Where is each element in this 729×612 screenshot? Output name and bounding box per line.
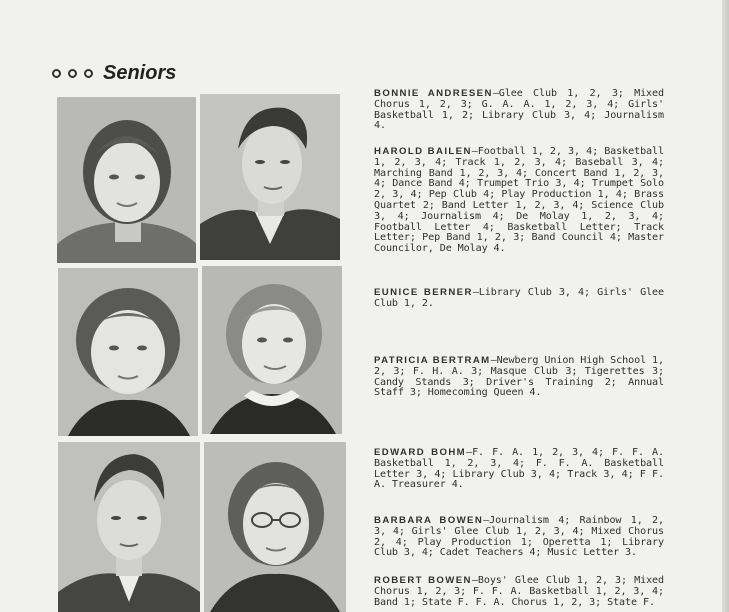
portrait-photo-bonnie-andresen [57, 97, 196, 263]
section-header [52, 60, 176, 86]
portrait-photo-edward-bohm [58, 442, 200, 612]
senior-name: PATRICIA BERTRAM [374, 355, 491, 366]
bio-entry: EUNICE BERNER—Library Club 3, 4; Girls' Glee Club 1, 2. [374, 287, 665, 309]
senior-activities: Newberg Union High School 1, 2, 3; F. H. A. 3; Masque Club 3; Tigerettes 3; Candy Stands 3; Driver's Training 2; Annual Staff 3; Homecoming Queen 4. [374, 355, 664, 399]
senior-activities: Journalism 4; Rainbow 1, 2, 3, 4; Girls' Glee Club 1, 2, 3, 4; Mixed Chorus 2, 4; Play Production 1; Operetta 1; Library Club 3, 4; Cadet Teachers 4; Music Letter 3. [374, 515, 664, 559]
senior-name: BARBARA BOWEN [374, 515, 484, 526]
senior-name: HAROLD BAILEN [374, 146, 472, 157]
bio-entry: HAROLD BAILEN—Football 1, 2, 3, 4; Basketball 1, 2, 3, 4; Track 1, 2, 3, 4; Baseball 3, 4; Marching Band 1, 2, 3, 4; Concert Band 1, 2, 3, 4; Dance Band 4; Trumpet Trio 3, 4; Trumpet Solo 2, 3, 4; Pep Club 4; Play Production 1, 4; Brass Quartet 2; Band Letter 1, 2, 3, 4; Science Club 3, 4; Journalism 4; De Molay 1, 2, 3, 4; Football Letter 4; Basketball Letter; Track Letter; Pep Band 1, 2, 3; Band Council 4; Master Councilor, De Molay 4. [374, 146, 664, 255]
bio-entry: ROBERT BOWEN—Boys' Glee Club 1, 2, 3; Mixed Chorus 1, 2, 3; F. F. A. Basketball 1, 2, 3, 4; Band 1; State F. F. A. Chorus 1, 2, 3; State F. [374, 575, 665, 608]
portrait-photo-harold-bailen [200, 94, 340, 260]
portrait-photo-barbara-bowen [204, 442, 346, 612]
senior-name: BONNIE ANDRESEN [374, 88, 493, 99]
page-edge [722, 0, 729, 612]
bio-entry: PATRICIA BERTRAM—Newberg Union High School 1, 2, 3; F. H. A. 3; Masque Club 3; Tigerettes 3; Candy Stands 3; Driver's Training 2; Annual Staff 3; Homecoming Queen 4. [374, 355, 664, 399]
portrait-photo-eunice-berner [58, 268, 198, 436]
bio-entry: BARBARA BOWEN—Journalism 4; Rainbow 1, 2, 3, 4; Girls' Glee Club 1, 2, 3, 4; Mixed Chorus 2, 4; Play Production 1; Operetta 1; Library Club 3, 4; Cadet Teachers 4; Music Letter 3. [374, 515, 664, 559]
senior-name: EUNICE BERNER [374, 287, 473, 298]
senior-activities: Library Club 3, 4; Girls' Glee Club 1, 2. [374, 287, 665, 309]
header-bullets [52, 69, 93, 78]
circle-icon [68, 69, 77, 78]
senior-name: ROBERT BOWEN [374, 575, 472, 586]
senior-activities: Boys' Glee Club 1, 2, 3; Mixed Chorus 1, 2, 3; F. F. A. Basketball 1, 2, 3, 4; Band 1; State F. F. A. Chorus 1, 2, 3; State F. [374, 575, 665, 608]
senior-activities: F. F. A. 1, 2, 3, 4; F. F. A. Basketball 1, 2, 3, 4; F. F. A. Basketball Letter 3, 4; Library Club 3, 4; Track 3, 4; F F. A. Treasurer 4. [374, 447, 665, 491]
portrait-photo-patricia-bertram [202, 266, 342, 434]
bio-entry: BONNIE ANDRESEN—Glee Club 1, 2, 3; Mixed Chorus 1, 2, 3; G. A. A. 1, 2, 3, 4; Girls' Basketball 1, 2; Library Club 3, 4; Journalism 4. [374, 88, 664, 132]
senior-activities: Football 1, 2, 3, 4; Basketball 1, 2, 3, 4; Track 1, 2, 3, 4; Baseball 3, 4; Marching Band 1, 2, 3, 4; Concert Band 1, 2, 3, 4; Dance Band 4; Trumpet Trio 3, 4; Trumpet Solo 2, 3, 4; Pep Club 4; Play Production 1, 4; Brass Quartet 2; Band Letter 1, 2, 3, 4; Science Club 3, 4; Journalism 4; De Molay 1, 2, 3, 4; Football Letter 4; Basketball Letter; Track Letter; Pep Band 1, 2, 3; Band Council 4; Master Councilor, De Molay 4. [374, 146, 664, 255]
bio-entry: EDWARD BOHM—F. F. A. 1, 2, 3, 4; F. F. A. Basketball 1, 2, 3, 4; F. F. A. Basketball Letter 3, 4; Library Club 3, 4; Track 3, 4; F F. A. Treasurer 4. [374, 447, 665, 491]
circle-icon [52, 69, 61, 78]
senior-activities: Glee Club 1, 2, 3; Mixed Chorus 1, 2, 3; G. A. A. 1, 2, 3, 4; Girls' Basketball 1, 2; Library Club 3, 4; Journalism 4. [374, 88, 664, 132]
circle-icon [84, 69, 93, 78]
section-title: Seniors [103, 61, 177, 84]
senior-name: EDWARD BOHM [374, 447, 467, 458]
